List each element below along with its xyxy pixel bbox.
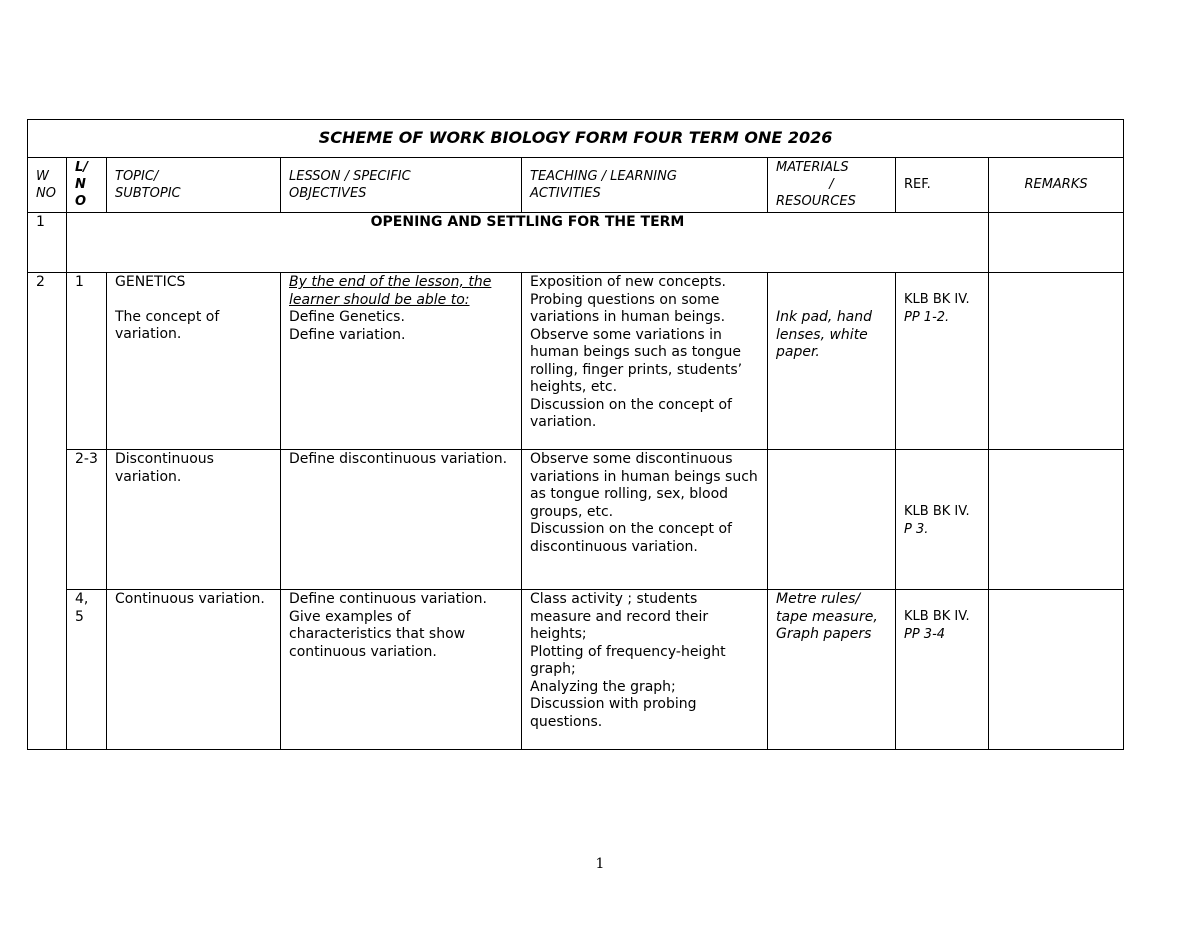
opening-text: OPENING AND SETTLING FOR THE TERM [67,213,989,273]
lesson-number: 4, 5 [67,590,107,750]
activities-cell [522,273,768,450]
activity-item: Exposition of new concepts. [530,274,726,290]
week-2-row-2 [28,450,1124,590]
week-2-row-3 [28,590,1124,750]
header-objectives: LESSON / SPECIFIC OBJECTIVES [281,158,522,213]
ref-cell [896,590,989,750]
header-lesson: L/ N O [67,158,107,213]
header-week: W NO [28,158,67,213]
activities-cell [522,590,768,750]
header-materials: MATERIALS / RESOURCES [768,158,896,213]
objective-item: Define variation. [289,326,406,343]
objectives-cell [281,273,522,450]
header-remarks: REMARKS [989,158,1124,213]
topic-title: GENETICS [115,274,186,290]
topic-cell: Continuous variation. [107,590,281,750]
objectives-intro: By the end of the lesson, the learner should be able to: [289,274,492,308]
activity-item: Discussion with probing questions. [530,696,697,730]
header-topic: TOPIC/ SUBTOPIC [107,158,281,213]
activity-item: Observe some discontinuous variations in human beings such as tongue rolling, sex, blood groups, etc. [530,451,758,520]
objective-item: Define discontinuous variation. [289,451,508,467]
activity-item: Plotting of frequency-height graph; [530,643,726,677]
week-number: 2 [28,273,67,750]
remarks-cell [989,273,1124,450]
header-ref: REF. [896,158,989,213]
week-1-row [28,213,1124,273]
header-row [28,158,1124,213]
materials-cell: Ink pad, hand lenses, white paper. [768,273,896,450]
activity-item: Observe some variations in human beings such as tongue rolling, finger prints, students’ heights, etc. [530,326,743,395]
activity-item: Discussion on the concept of variation. [530,396,732,430]
subtopic: The concept of variation. [115,308,220,342]
materials-cell: Metre rules/ tape measure, Graph papers [768,590,896,750]
activity-item: Analyzing the graph; [530,678,676,695]
lesson-number: 2-3 [67,450,107,590]
activities-cell [522,450,768,590]
remarks-cell [989,213,1124,273]
materials-cell [768,450,896,590]
activity-item: Discussion on the concept of discontinuous variation. [530,521,732,555]
topic-cell: Discontinuous variation. [107,450,281,590]
ref-pages: P 3. [904,521,929,537]
week-number: 1 [28,213,67,273]
remarks-cell [989,590,1124,750]
ref-book: KLB BK IV. [904,292,970,307]
ref-cell [896,450,989,590]
ref-book: KLB BK IV. [904,504,970,519]
page-number: 1 [595,856,605,872]
ref-book: KLB BK IV. [904,609,970,624]
scheme-of-work-table [27,119,1124,750]
ref-pages: PP 1-2. [904,309,950,325]
objective-item: Give examples of characteristics that show continuous variation. [289,608,466,660]
ref-pages: PP 3-4 [904,626,946,642]
objective-item: Define continuous variation. [289,591,487,607]
week-2-row-1 [28,273,1124,450]
activity-item: Class activity ; students measure and record their heights; [530,591,709,642]
header-activities: TEACHING / LEARNING ACTIVITIES [522,158,768,213]
objectives-cell [281,450,522,590]
topic-cell [107,273,281,450]
objective-item: Define Genetics. [289,309,405,325]
activity-item: Probing questions on some variations in human beings. [530,291,726,325]
title-row [28,120,1124,158]
lesson-number: 1 [67,273,107,450]
ref-cell [896,273,989,450]
document-title: SCHEME OF WORK BIOLOGY FORM FOUR TERM ONE 2026 [28,120,1124,158]
objectives-cell [281,590,522,750]
remarks-cell [989,450,1124,590]
